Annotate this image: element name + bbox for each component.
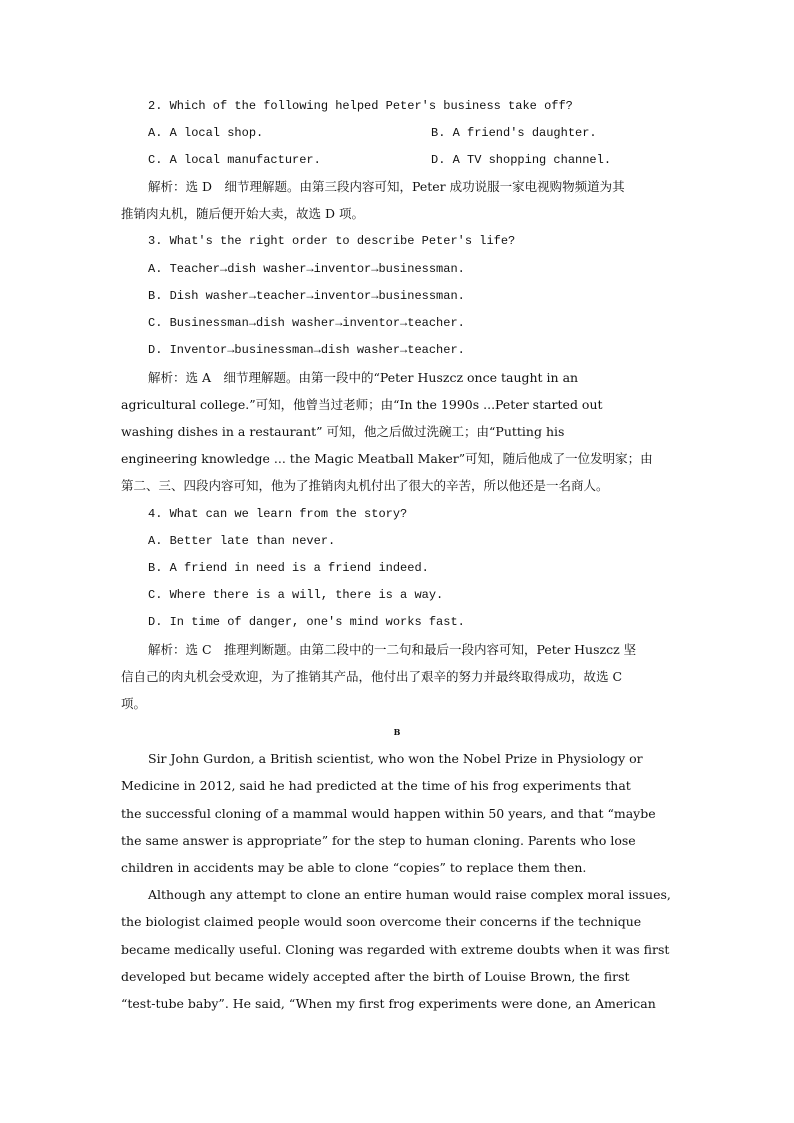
question-3-option-b: B. Dish washer→teacher→inventor→businessman. [148, 289, 465, 303]
question-4-explanation-line-3: 项。 [121, 696, 147, 711]
question-2-option-c: C. A local manufacturer. [148, 153, 321, 167]
passage-p2-line-1: Although any attempt to clone an entire human would raise complex moral issues, [148, 887, 671, 902]
question-3-explanation-line-3: washing dishes in a restaurant” 可知，他之后做过洗碗工；由“Putting his [121, 424, 565, 439]
passage-p1-line-3: the successful cloning of a mammal would happen within 50 years, and that “maybe [121, 806, 656, 821]
question-3-explanation-line-5: 第二、三、四段内容可知，他为了推销肉丸机付出了很大的辛苦，所以他还是一名商人。 [121, 478, 609, 493]
passage-p1-line-1: Sir John Gurdon, a British scientist, who won the Nobel Prize in Physiology or [148, 751, 643, 766]
question-2-explanation-line-2: 推销肉丸机，随后便开始大卖，故选 D 项。 [121, 206, 364, 221]
question-4-option-c: C. Where there is a will, there is a way. [148, 588, 444, 602]
question-4-explanation-line-1: 解析：选 C 推理判断题。由第二段中的一二句和最后一段内容可知，Peter Huszcz 坚 [148, 642, 637, 657]
question-3-option-d: D. Inventor→businessman→dish washer→teacher. [148, 343, 465, 357]
question-2-option-a: A. A local shop. [148, 126, 264, 140]
question-3-option-c: C. Businessman→dish washer→inventor→teacher. [148, 316, 465, 330]
question-3-explanation-line-2: agricultural college.”可知，他曾当过老师；由“In the 1990s ...Peter started out [121, 397, 603, 412]
question-3-option-a: A. Teacher→dish washer→inventor→businessman. [148, 262, 465, 276]
question-4-option-d: D. In time of danger, one's mind works fast. [148, 615, 465, 629]
question-3-explanation-line-4: engineering knowledge ... the Magic Meatball Maker”可知，随后他成了一位发明家；由 [121, 451, 653, 466]
question-3-explanation-line-1: 解析：选 A 细节理解题。由第一段中的“Peter Huszcz once taught in an [148, 370, 579, 385]
passage-p2-line-4: developed but became widely accepted after the birth of Louise Brown, the first [121, 969, 630, 984]
question-3-stem: 3. What's the right order to describe Peter's life? [148, 234, 516, 248]
question-4-stem: 4. What can we learn from the story? [148, 507, 408, 521]
question-4-option-b: B. A friend in need is a friend indeed. [148, 561, 429, 575]
question-4-explanation-line-2: 信自己的肉丸机会受欢迎，为了推销其产品，他付出了艰辛的努力并最终取得成功，故选 C [121, 669, 623, 684]
passage-p1-line-2: Medicine in 2012, said he had predicted at the time of his frog experiments that [121, 778, 631, 793]
question-2-explanation-line-1: 解析：选 D 细节理解题。由第三段内容可知，Peter 成功说服一家电视购物频道为其 [148, 179, 625, 194]
passage-p1-line-5: children in accidents may be able to clone “copies” to replace them then. [121, 860, 587, 875]
passage-p1-line-4: the same answer is appropriate” for the step to human cloning. Parents who lose [121, 833, 636, 848]
question-2-stem: 2. Which of the following helped Peter's business take off? [148, 99, 573, 113]
question-2-option-b: B. A friend's daughter. [431, 126, 597, 140]
passage-p2-line-2: the biologist claimed people would soon overcome their concerns if the technique [121, 914, 642, 929]
question-4-option-a: A. Better late than never. [148, 534, 336, 548]
passage-p2-line-3: became medically useful. Cloning was regarded with extreme doubts when it was first [121, 942, 670, 957]
section-heading: B [393, 727, 401, 737]
passage-p2-line-5: “test-tube baby”. He said, “When my first frog experiments were done, an American [121, 996, 656, 1011]
question-2-option-d: D. A TV shopping channel. [431, 153, 612, 167]
